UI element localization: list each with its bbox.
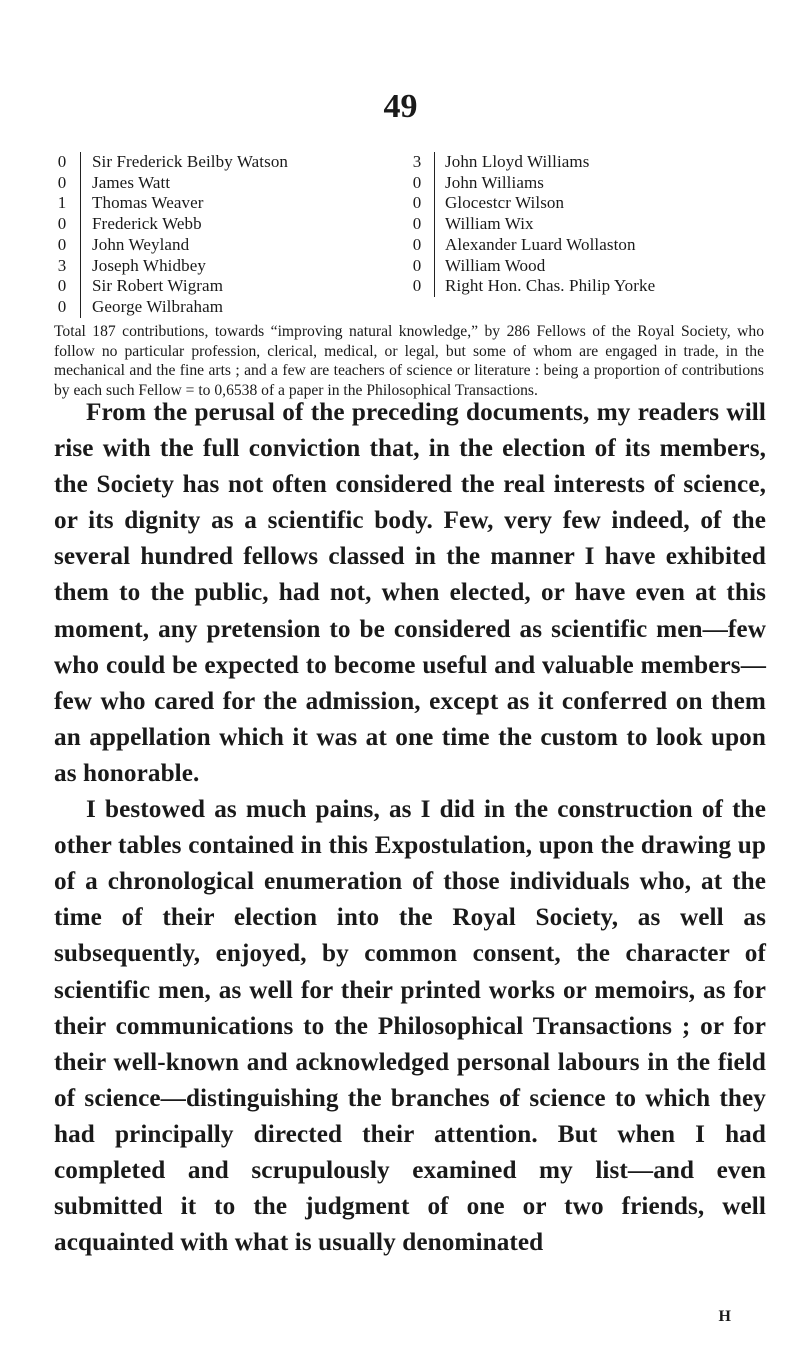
fellow-name: John Weyland: [80, 235, 189, 256]
fellow-name: James Watt: [80, 173, 170, 194]
contribution-count: 0: [57, 234, 67, 254]
fellows-column-left: [44, 152, 384, 318]
signature-mark: H: [718, 1308, 731, 1325]
contributions-summary: [54, 322, 764, 400]
contribution-count: 0: [412, 214, 422, 234]
contribution-count: 0: [412, 193, 422, 213]
contribution-count: 3: [412, 152, 422, 171]
body-text: [54, 395, 766, 1261]
fellow-name: John Lloyd Williams: [434, 152, 589, 173]
table-row: [400, 256, 760, 277]
table-row: [44, 152, 384, 173]
fellow-name: Joseph Whidbey: [80, 256, 206, 277]
paragraph: From the perusal of the preceding documents, my readers will rise with the full conviction that, in the election of its members, the Society has not often considered the real interests of science, or its dignity as a scientific body. Few, very few indeed, of the several hundred fellows classed in the manner I have exhibited them to the public, had not, when elected, or have even at this moment, any pretension to be considered as scientific men—few who could be expected to become useful and valuable members—few who cared for the admission, except as it conferred on them an appellation which it was at one time the custom to look upon as honorable.: [54, 399, 766, 787]
contribution-count: 0: [412, 255, 422, 275]
contribution-count: 0: [412, 276, 422, 296]
contribution-count: 0: [57, 152, 67, 171]
summary-text: Total 187 contributions, towards “improving natural knowledge,” by 286 Fellows of the Royal Society, who follow no particular profession, clerical, medical, or legal, but some of whom are engaged in trade, in the mechanical and the fine arts ; and a few are teachers of science or literature : being a proportion of contributions by each such Fellow = to 0,6538 of a paper in the Philosophical Transactions.: [54, 323, 764, 399]
fellow-name: Right Hon. Chas. Philip Yorke: [434, 276, 655, 297]
paragraph: I bestowed as much pains, as I did in the construction of the other tables contained in this Expostulation, upon the drawing up of a chronological enumeration of those individuals who, at the time of their election into the Royal Society, as well as subsequently, enjoyed, by common consent, the character of scientific men, as well for their printed works or memoirs, as for their communications to the Philosophical Transactions ; or for their well-known and acknowledged personal labours in the field of science—distinguishing the branches of science to which they had principally directed their attention. But when I had completed and scrupulously examined my list—and even submitted it to the judgment of one or two friends, well acquainted with what is usually denominated: [54, 796, 766, 1257]
table-row: [400, 235, 760, 256]
table-row: [400, 173, 760, 194]
contribution-count: 0: [57, 214, 67, 234]
contribution-count: 1: [57, 193, 67, 213]
contribution-count: 0: [412, 172, 422, 192]
table-row: [44, 193, 384, 214]
fellow-name: Sir Frederick Beilby Watson: [80, 152, 288, 173]
fellows-column-right: [400, 152, 760, 297]
fellow-name: Thomas Weaver: [80, 193, 204, 214]
fellow-name: William Wix: [434, 214, 534, 235]
contribution-count: 0: [57, 276, 67, 296]
table-row: [44, 235, 384, 256]
contribution-count: 0: [57, 172, 67, 192]
page-number: 49: [383, 88, 418, 125]
table-row: [400, 152, 760, 173]
fellow-name: Glocestcr Wilson: [434, 193, 564, 214]
table-row: [44, 173, 384, 194]
table-row: [44, 276, 384, 297]
fellow-name: William Wood: [434, 256, 545, 277]
contribution-count: 3: [57, 255, 67, 275]
contribution-count: 0: [57, 296, 67, 316]
table-row: [44, 297, 384, 318]
table-row: [44, 256, 384, 277]
fellow-name: Alexander Luard Wollaston: [434, 235, 636, 256]
fellow-name: George Wilbraham: [80, 297, 223, 318]
contribution-count: 0: [412, 234, 422, 254]
fellow-name: Sir Robert Wigram: [80, 276, 223, 297]
table-row: [400, 214, 760, 235]
table-row: [400, 276, 760, 297]
fellow-name: Frederick Webb: [80, 214, 202, 235]
table-row: [44, 214, 384, 235]
table-row: [400, 193, 760, 214]
fellow-name: John Williams: [434, 173, 544, 194]
